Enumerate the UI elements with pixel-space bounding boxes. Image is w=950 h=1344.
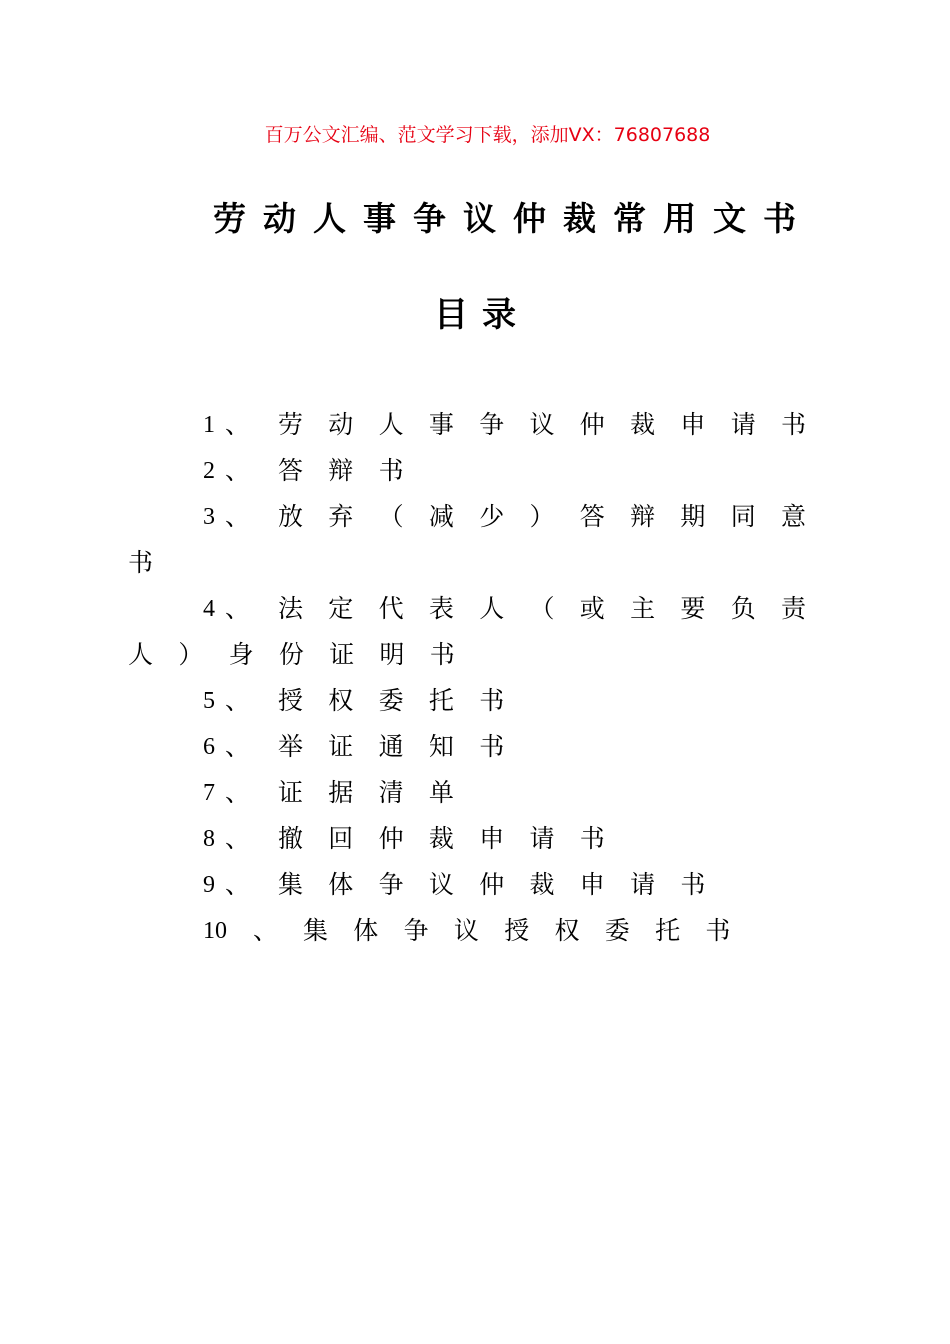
toc-item-char: 请 — [630, 870, 656, 899]
toc-item-char: 书 — [781, 410, 807, 439]
toc-heading: 目录 — [434, 295, 530, 335]
toc-item-char: 集 — [278, 870, 304, 899]
toc-item-separator: 、 — [225, 502, 251, 531]
document-title: 劳动人事争议仲裁常用文书 — [213, 199, 813, 238]
toc-item-char: 人 — [378, 410, 404, 439]
toc-item-char: 事 — [428, 410, 454, 439]
toc-item-char: 争 — [479, 410, 505, 439]
toc-item-char: 书 — [705, 916, 731, 945]
toc-item-number: 10 — [203, 918, 227, 944]
toc-item-char: 份 — [278, 640, 304, 669]
toc-item-number: 3 — [203, 504, 215, 530]
toc-item-char: 权 — [554, 916, 580, 945]
toc-item-char: 裁 — [630, 410, 656, 439]
toc-item-number: 5 — [203, 688, 215, 714]
toc-item-char: 单 — [428, 778, 454, 807]
toc-item-char: 证 — [329, 640, 355, 669]
toc-item-char: 委 — [378, 686, 404, 715]
toc-item-char: 人 — [479, 594, 505, 623]
toc-item-char: 托 — [655, 916, 681, 945]
toc-item-char: 责 — [781, 594, 807, 623]
toc-item-char: 动 — [328, 410, 354, 439]
toc-item-char: 减 — [428, 502, 454, 531]
toc-item-char: 书 — [479, 732, 505, 761]
toc-item-char: 表 — [428, 594, 454, 623]
toc-item-char: 负 — [730, 594, 756, 623]
toc-item-char: 书 — [680, 870, 706, 899]
toc-item-char: 人 — [128, 640, 154, 669]
toc-item-number: 4 — [203, 596, 215, 622]
toc-item-char: 书 — [579, 824, 605, 853]
toc-item-char: 裁 — [529, 870, 555, 899]
toc-item-char: 答 — [579, 502, 605, 531]
toc-item-separator: 、 — [225, 732, 251, 761]
toc-item-char: 意 — [781, 502, 807, 531]
toc-item-char: 争 — [403, 916, 429, 945]
toc-item-char: 法 — [278, 594, 304, 623]
toc-item-separator: 、 — [225, 870, 251, 899]
toc-item-char: 期 — [680, 502, 706, 531]
toc-item-char: 托 — [428, 686, 454, 715]
toc-item-char: 议 — [529, 410, 555, 439]
header-watermark-note: 百万公文汇编、范文学习下载，添加VX：76807688 — [264, 124, 711, 146]
toc-item-char: 清 — [378, 778, 404, 807]
toc-item-char: 代 — [378, 594, 404, 623]
toc-item-char: 书 — [128, 548, 154, 577]
toc-item-char: 辩 — [630, 502, 656, 531]
toc-item-number: 9 — [203, 872, 215, 898]
toc-item-char: 书 — [429, 640, 455, 669]
toc-item-char: 撤 — [278, 824, 304, 853]
toc-item-char: 回 — [328, 824, 354, 853]
toc-item-char: 明 — [379, 640, 405, 669]
toc-item-char: 集 — [303, 916, 329, 945]
toc-item-char: 弃 — [328, 502, 354, 531]
toc-item-char: 申 — [680, 410, 706, 439]
toc-item-char: 知 — [428, 732, 454, 761]
toc-item-number: 6 — [203, 734, 215, 760]
toc-item-char: 要 — [680, 594, 706, 623]
toc-item-separator: 、 — [225, 778, 251, 807]
toc-item-char: 议 — [453, 916, 479, 945]
toc-item-separator: 、 — [225, 456, 251, 485]
toc-item-char: 请 — [529, 824, 555, 853]
toc-item-char: 书 — [378, 456, 404, 485]
toc-item-number: 2 — [203, 458, 215, 484]
toc-item-char: 争 — [378, 870, 404, 899]
toc-item-separator: 、 — [225, 410, 251, 439]
toc-item-char: 体 — [328, 870, 354, 899]
toc-item-char: ） — [529, 502, 555, 531]
toc-item-char: 同 — [730, 502, 756, 531]
toc-item-char: 少 — [479, 502, 505, 531]
toc-item-char: 通 — [378, 732, 404, 761]
toc-item-char: 辩 — [328, 456, 354, 485]
toc-item-char: 请 — [730, 410, 756, 439]
toc-item-char: 答 — [278, 456, 304, 485]
toc-item-char: 权 — [328, 686, 354, 715]
toc-item-char: 仲 — [579, 410, 605, 439]
toc-item-number: 1 — [203, 412, 215, 438]
toc-item-char: 主 — [630, 594, 656, 623]
toc-item-char: 授 — [504, 916, 530, 945]
toc-item-char: 或 — [579, 594, 605, 623]
toc-item-separator: 、 — [225, 824, 251, 853]
toc-item-char: 据 — [328, 778, 354, 807]
toc-item-char: 仲 — [378, 824, 404, 853]
toc-item-char: 放 — [278, 502, 304, 531]
toc-item-char: 议 — [428, 870, 454, 899]
toc-item-separator: 、 — [225, 594, 251, 623]
toc-item-number: 8 — [203, 826, 215, 852]
toc-item-char: 证 — [278, 778, 304, 807]
toc-item-separator: 、 — [253, 916, 279, 945]
toc-item-char: 书 — [479, 686, 505, 715]
toc-item-char: 证 — [328, 732, 354, 761]
toc-item-char: 劳 — [278, 410, 304, 439]
toc-item-char: 仲 — [479, 870, 505, 899]
toc-item-separator: 、 — [225, 686, 251, 715]
toc-item-char: 定 — [328, 594, 354, 623]
toc-item-char: 体 — [353, 916, 379, 945]
toc-item-char: ） — [178, 640, 204, 669]
toc-item-char: （ — [378, 502, 404, 531]
toc-item-char: 裁 — [428, 824, 454, 853]
toc-item-char: 申 — [479, 824, 505, 853]
toc-item-char: （ — [529, 594, 555, 623]
toc-item-number: 7 — [203, 780, 215, 806]
toc-item-char: 委 — [604, 916, 630, 945]
toc-item-char: 举 — [278, 732, 304, 761]
toc-item-char: 身 — [228, 640, 254, 669]
toc-item-char: 申 — [579, 870, 605, 899]
toc-item-char: 授 — [278, 686, 304, 715]
